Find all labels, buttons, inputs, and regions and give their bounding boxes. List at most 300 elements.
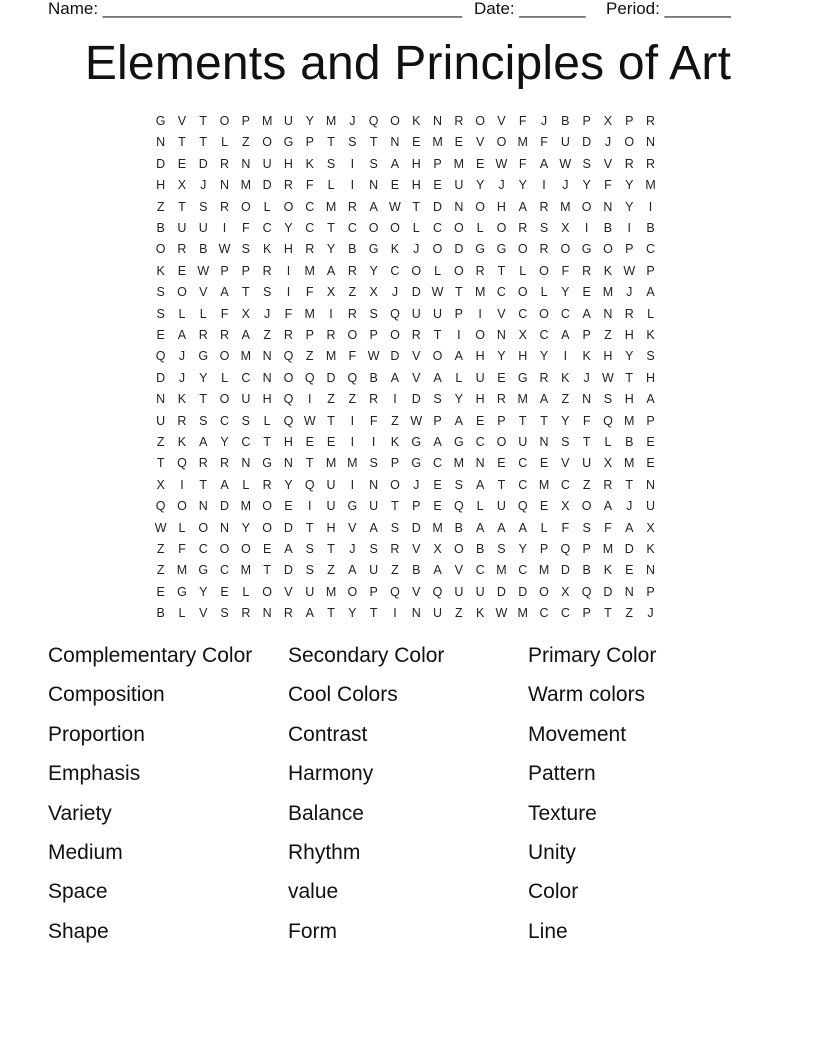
grid-letter: T [369,606,378,621]
grid-letter: Y [518,542,527,556]
grid-letter: T [327,221,335,235]
grid-letter: U [582,456,592,471]
grid-letter: F [561,520,570,535]
grid-letter: D [454,242,464,257]
grid-letter: M [474,285,486,300]
grid-letter: F [518,156,527,171]
grid-letter: N [241,456,251,471]
grid-letter: M [176,563,188,578]
grid-letter: H [624,328,634,342]
grid-letter: I [393,392,397,407]
grid-letter: R [646,114,656,128]
grid-letter: Y [454,392,463,407]
grid-letter: O [432,349,443,364]
grid-letter: O [368,221,379,235]
grid-letter: R [326,328,336,342]
grid-letter: S [433,392,442,407]
grid-letter: H [603,349,613,364]
grid-letter: O [198,520,209,535]
grid-letter: R [347,263,357,278]
grid-letter: E [156,328,165,342]
grid-letter: U [496,499,506,514]
grid-letter: D [496,584,506,599]
grid-letter: I [350,156,355,171]
grid-letter: Q [603,413,613,428]
grid-letter: E [646,456,655,471]
grid-letter: R [198,328,208,342]
grid-letter: O [219,542,230,556]
grid-letter: C [539,606,549,621]
grid-letter: A [646,392,655,407]
grid-letter: M [624,456,635,471]
grid-letter: W [367,349,380,364]
grid-letter: G [368,242,379,257]
grid-letter: H [518,349,528,364]
grid-letter: I [457,328,461,342]
grid-letter: U [560,135,570,150]
grid-letter: Y [284,477,293,492]
grid-letter: T [327,606,335,621]
grid-letter: A [518,520,527,535]
grid-letter: R [582,263,592,278]
grid-letter: M [538,477,550,492]
grid-letter: I [542,178,546,193]
grid-letter: L [263,199,271,214]
grid-letter: E [262,542,272,556]
grid-letter: J [413,242,420,257]
grid-letter: B [156,221,165,235]
grid-letter: Y [199,584,208,599]
grid-letter: K [646,328,655,342]
grid-letter: N [369,477,379,492]
grid-letter: O [539,584,549,599]
grid-letter: C [518,563,528,578]
grid-letter: R [283,328,293,342]
grid-letter: K [390,435,400,449]
grid-letter: Q [283,392,294,407]
grid-letter: A [220,477,229,492]
grid-letter: X [241,306,250,321]
grid-letter: N [603,199,613,214]
grid-letter: E [625,563,634,578]
grid-letter: L [178,520,186,535]
grid-letter: M [347,456,358,471]
grid-letter: N [262,606,272,621]
grid-letter: F [604,520,612,535]
grid-letter: D [624,542,634,556]
grid-letter: V [177,114,187,128]
grid-letter: M [325,349,337,364]
grid-letter: H [283,242,293,257]
grid-letter: N [283,456,293,471]
grid-letter: Y [241,520,250,535]
grid-letter: N [156,135,166,150]
grid-letter: P [412,499,421,514]
grid-letter: Y [561,285,570,300]
grid-letter: U [198,221,208,235]
grid-letter: N [433,114,443,128]
word-bank-item: Texture [528,801,597,825]
grid-letter: A [475,520,485,535]
grid-letter: X [561,221,570,235]
grid-letter: X [156,477,165,492]
grid-letter: C [390,263,400,278]
grid-letter: Z [156,435,165,449]
grid-letter: T [156,456,165,471]
grid-letter: I [350,477,355,492]
grid-letter: W [389,199,401,214]
grid-letter: O [390,221,400,235]
grid-letter: Y [475,178,485,193]
grid-letter: T [497,263,506,278]
grid-letter: M [325,114,337,128]
grid-letter: I [286,285,291,300]
grid-letter: E [177,263,187,278]
grid-letter: T [199,392,208,407]
grid-letter: O [581,199,592,214]
grid-letter: D [156,370,166,385]
grid-letter: B [348,242,357,257]
grid-letter: E [582,285,591,300]
grid-letter: O [240,542,251,556]
grid-letter: L [455,370,463,385]
grid-letter: E [646,435,655,449]
grid-letter: R [347,199,357,214]
grid-letter: O [262,499,273,514]
grid-letter: K [561,370,570,385]
grid-letter: Y [220,435,229,449]
grid-letter: Z [263,328,271,342]
grid-letter: C [262,221,272,235]
grid-letter: M [496,563,507,578]
grid-letter: C [518,477,528,492]
grid-letter: Z [604,328,612,342]
grid-letter: T [305,520,314,535]
grid-letter: X [646,520,655,535]
grid-letter: G [496,242,507,257]
grid-letter: O [411,263,422,278]
grid-letter: J [200,178,207,193]
grid-letter: Z [455,606,463,621]
grid-letter: F [518,114,527,128]
grid-letter: S [241,242,250,257]
grid-letter: R [624,306,634,321]
word-bank-item: Emphasis [48,762,141,786]
grid-letter: T [518,413,527,428]
grid-letter: E [475,156,485,171]
grid-letter: Q [304,370,315,385]
grid-letter: U [433,606,443,621]
grid-letter: A [326,263,336,278]
grid-letter: E [326,435,336,449]
grid-letter: P [305,328,314,342]
grid-letter: O [283,370,294,385]
grid-letter: C [518,306,528,321]
grid-letter: K [646,542,655,556]
grid-letter: P [241,114,250,128]
grid-letter: C [198,542,208,556]
grid-letter: D [390,349,400,364]
grid-letter: Q [432,584,443,599]
grid-letter: S [156,285,165,300]
grid-letter: L [178,606,186,621]
grid-letter: J [583,370,590,385]
grid-letter: K [603,563,613,578]
word-bank-item: Unity [528,841,576,864]
grid-letter: O [432,242,443,257]
grid-letter: N [603,306,613,321]
grid-letter: V [412,349,421,364]
grid-letter: O [262,584,273,599]
grid-letter: S [454,477,463,492]
grid-letter: J [349,114,356,128]
grid-letter: C [305,199,315,214]
grid-letter: N [454,199,464,214]
grid-letter: X [177,178,187,193]
grid-letter: P [582,328,591,342]
grid-letter: G [283,135,294,150]
grid-letter: I [393,606,397,621]
grid-letter: J [264,306,271,321]
grid-letter: J [562,178,569,193]
grid-letter: Z [348,285,357,300]
grid-letter: V [348,520,357,535]
grid-letter: V [497,306,506,321]
grid-letter: I [478,306,482,321]
grid-letter: G [177,584,187,599]
grid-letter: I [180,477,184,492]
grid-letter: R [603,477,613,492]
grid-letter: P [369,328,378,342]
grid-letter: V [475,135,485,150]
grid-letter: U [475,370,485,385]
grid-letter: T [199,114,208,128]
grid-letter: M [240,499,252,514]
grid-letter: O [262,135,273,150]
word-bank-item: Shape [48,919,109,943]
grid-letter: R [220,156,230,171]
grid-letter: U [369,563,379,578]
grid-letter: V [199,606,208,621]
grid-letter: B [646,221,655,235]
grid-letter: A [646,285,655,300]
grid-letter: A [539,156,549,171]
grid-letter: S [582,520,591,535]
grid-letter: Z [305,349,314,364]
grid-letter: X [326,285,336,300]
grid-letter: A [305,606,314,621]
grid-letter: Q [177,456,187,471]
grid-letter: S [390,520,400,535]
grid-letter: A [348,563,357,578]
grid-letter: F [561,263,570,278]
grid-letter: R [283,178,293,193]
grid-letter: S [156,306,165,321]
grid-letter: D [283,520,293,535]
grid-letter: F [284,306,293,321]
grid-letter: Z [156,542,165,556]
grid-letter: M [240,178,252,193]
grid-letter: L [199,306,207,321]
grid-letter: O [219,349,230,364]
grid-letter: N [241,156,251,171]
grid-letter: Y [348,606,357,621]
grid-letter: O [581,499,592,514]
grid-letter: P [241,263,250,278]
grid-letter: A [603,499,613,514]
grid-letter: S [305,542,314,556]
grid-letter: G [198,563,209,578]
grid-letter: D [283,563,293,578]
grid-letter: F [242,221,250,235]
grid-letter: S [305,563,314,578]
grid-letter: A [539,392,549,407]
grid-letter: M [304,263,315,278]
grid-letter: O [390,114,400,128]
grid-letter: U [262,156,272,171]
grid-letter: I [308,392,312,407]
grid-letter: N [646,563,656,578]
grid-letter: E [284,499,293,514]
grid-letter: X [433,542,442,556]
grid-letter: U [156,413,166,428]
grid-letter: B [475,542,485,556]
grid-letter: F [178,542,186,556]
grid-letter: M [453,456,465,471]
grid-letter: L [327,178,335,193]
grid-letter: B [561,114,570,128]
grid-letter: O [496,135,507,150]
grid-letter: L [540,285,548,300]
grid-letter: G [581,242,592,257]
grid-letter: Y [199,370,208,385]
grid-letter: T [305,456,314,471]
grid-letter: I [584,221,589,235]
word-bank-item: Variety [48,801,112,825]
grid-letter: W [623,263,636,278]
grid-letter: R [262,477,272,492]
grid-letter: M [325,199,337,214]
grid-letter: M [325,584,337,599]
grid-letter: Z [625,606,634,621]
grid-letter: O [496,435,507,449]
grid-letter: F [305,178,314,193]
grid-letter: L [434,263,442,278]
grid-letter: X [369,285,378,300]
grid-letter: E [497,370,506,385]
grid-letter: K [582,349,591,364]
grid-letter: S [646,349,655,364]
grid-letter: D [560,563,570,578]
grid-letter: J [626,285,633,300]
grid-letter: U [518,435,528,449]
grid-letter: S [199,199,208,214]
grid-letter: O [390,328,400,342]
word-bank-item: Secondary Color [288,644,445,667]
grid-letter: O [517,285,528,300]
grid-letter: K [305,156,314,171]
grid-letter: D [220,499,230,514]
grid-letter: Z [327,392,335,407]
grid-letter: J [413,477,420,492]
grid-letter: F [540,135,548,150]
grid-letter: L [647,306,655,321]
grid-letter: K [156,263,165,278]
grid-letter: T [178,199,186,214]
grid-letter: I [222,221,227,235]
grid-letter: A [433,435,442,449]
grid-letter: C [518,456,528,471]
grid-letter: T [327,413,335,428]
grid-letter: V [412,584,421,599]
grid-letter: U [454,584,464,599]
grid-letter: J [626,499,633,514]
grid-letter: P [582,606,591,621]
grid-letter: R [305,242,315,257]
grid-letter: L [221,135,229,150]
grid-letter: N [262,370,272,385]
grid-letter: M [560,199,571,214]
grid-letter: A [390,370,400,385]
grid-letter: X [561,584,570,599]
grid-letter: H [283,156,293,171]
grid-letter: G [453,435,464,449]
grid-letter: R [539,199,549,214]
grid-letter: L [412,221,420,235]
grid-letter: A [561,328,570,342]
grid-letter: H [262,392,272,407]
grid-letter: D [326,370,336,385]
grid-letter: R [220,199,230,214]
grid-letter: E [433,477,442,492]
grid-letter: L [604,435,612,449]
grid-letter: T [540,413,548,428]
grid-letter: A [582,306,591,321]
grid-letter: B [199,242,208,257]
grid-letter: B [156,606,165,621]
grid-letter: S [369,156,378,171]
grid-letter: R [454,114,464,128]
grid-letter: C [220,413,230,428]
grid-letter: T [369,135,378,150]
grid-letter: E [539,499,549,514]
grid-letter: O [475,328,486,342]
grid-letter: H [475,349,485,364]
grid-letter: U [177,221,187,235]
grid-letter: A [241,328,250,342]
grid-letter: E [433,499,442,514]
grid-letter: Q [560,542,571,556]
grid-letter: O [219,114,230,128]
grid-letter: Z [156,563,165,578]
grid-letter: Y [497,349,506,364]
grid-letter: N [539,435,549,449]
grid-letter: X [518,328,527,342]
grid-letter: Y [518,178,527,193]
grid-letter: T [391,499,399,514]
grid-letter: D [411,392,421,407]
word-bank-item: Form [288,919,337,943]
grid-letter: H [496,199,506,214]
grid-letter: A [454,349,463,364]
grid-letter: G [155,114,166,128]
grid-letter: T [582,435,591,449]
grid-letter: I [350,413,355,428]
grid-letter: P [369,584,378,599]
grid-letter: E [412,135,421,150]
grid-letter: A [390,156,400,171]
grid-letter: A [177,328,187,342]
